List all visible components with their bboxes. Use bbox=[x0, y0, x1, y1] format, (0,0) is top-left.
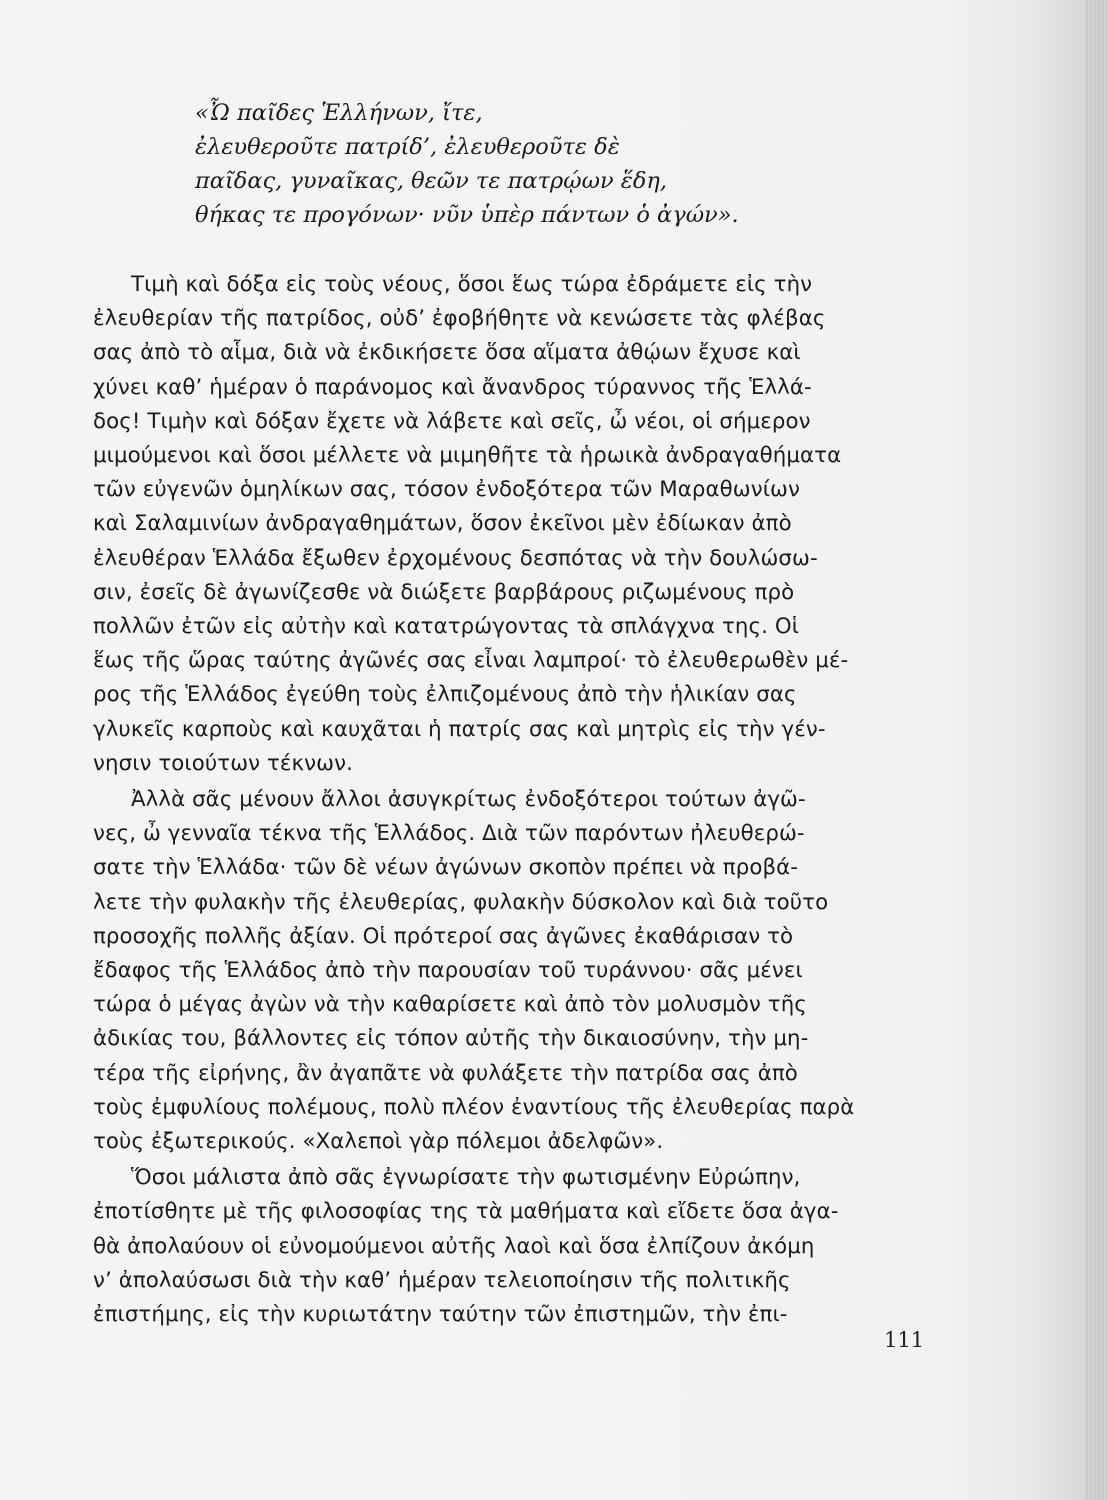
page-edge-shadow bbox=[1085, 0, 1107, 1500]
text-line: χύνει καθ’ ἡμέραν ὁ παράνομος καὶ ἄνανδρος τύραννος τῆς Ἑλλά- bbox=[93, 374, 812, 400]
text-line: ἐλευθερίαν τῆς πατρίδος, οὐδ’ ἐφοβήθητε νὰ κενώσετε τὰς φλέβας bbox=[93, 306, 826, 332]
text-line: σιν, ἐσεῖς δὲ ἀγωνίζεσθε νὰ διώξετε βαρβάρους ριζωμένους πρὸ bbox=[93, 579, 795, 605]
text-line: θὰ ἀπολαύουν οἱ εὐνομούμενοι αὐτῆς λαοὶ καὶ ὅσα ἐλπίζουν ἀκόμη bbox=[93, 1233, 815, 1259]
text-line: νησιν τοιούτων τέκνων. bbox=[93, 750, 353, 776]
epigraph-line: παῖδας, γυναῖκας, θεῶν τε πατρῴων ἕδη, bbox=[195, 168, 668, 194]
text-line: ἕως τῆς ὥρας ταύτης ἀγῶνές σας εἶναι λαμπροί· τὸ ἐλευθερωθὲν μέ- bbox=[93, 648, 849, 674]
text-line: δος! Τιμὴν καὶ δόξαν ἔχετε νὰ λάβετε καὶ σεῖς, ὦ νέοι, οἱ σήμερον bbox=[93, 408, 811, 434]
text-line: τέρα τῆς εἰρήνης, ἂν ἀγαπᾶτε νὰ φυλάξετε τὴν πατρίδα σας ἀπὸ bbox=[93, 1060, 798, 1086]
paragraph-1 bbox=[93, 268, 919, 781]
text-line: ἀδικίας του, βάλλοντες εἰς τόπον αὐτῆς τὴν δικαιοσύνην, τὴν μη- bbox=[93, 1026, 809, 1052]
text-line: ρος τῆς Ἑλλάδος ἐγεύθη τοὺς ἐλπιζομένους ἀπὸ τὴν ἡλικίαν σας bbox=[93, 682, 797, 708]
body-text bbox=[93, 268, 919, 1332]
epigraph-line: «Ὦ παῖδες Ἑλλήνων, ἴτε, bbox=[195, 100, 483, 126]
text-line: τοὺς ἐξωτερικούς. «Χαλεποὶ γὰρ πόλεμοι ἀδελφῶν». bbox=[93, 1129, 664, 1155]
text-line: ἐποτίσθητε μὲ τῆς φιλοσοφίας της τὰ μαθήματα καὶ εἴδετε ὅσα ἀγα- bbox=[93, 1199, 839, 1225]
text-line: νες, ὦ γενναῖα τέκνα τῆς Ἑλλάδος. Διὰ τῶν παρόντων ἠλευθερώ- bbox=[93, 821, 805, 847]
text-line: ν’ ἀπολαύσωσι διὰ τὴν καθ’ ἡμέραν τελειοποίησιν τῆς πολιτικῆς bbox=[93, 1267, 791, 1293]
page-number: 111 bbox=[884, 1328, 925, 1352]
text-line: ἐπιστήμης, εἰς τὴν κυριωτάτην ταύτην τῶν ἐπιστημῶν, τὴν ἐπι- bbox=[93, 1302, 788, 1328]
text-line: γλυκεῖς καρποὺς καὶ καυχᾶται ἡ πατρίς σας καὶ μητρὶς εἰς τὴν γέν- bbox=[93, 716, 826, 742]
text-line: Ὅσοι μάλιστα ἀπὸ σᾶς ἐγνωρίσατε τὴν φωτισμένην Εὐρώπην, bbox=[131, 1165, 801, 1191]
text-line: μιμούμενοι καὶ ὅσοι μέλλετε νὰ μιμηθῆτε τὰ ἡρωικὰ ἀνδραγαθήματα bbox=[93, 443, 842, 469]
text-line: λετε τὴν φυλακὴν τῆς ἐλευθερίας, φυλακὴν δύσκολον καὶ διὰ τοῦτο bbox=[93, 889, 829, 915]
text-line: προσοχῆς πολλῆς ἀξίαν. Οἱ πρότεροί σας ἀγῶνες ἐκαθάρισαν τὸ bbox=[93, 923, 794, 949]
text-line: τώρα ὁ μέγας ἀγὼν νὰ τὴν καθαρίσετε καὶ ἀπὸ τὸν μολυσμὸν τῆς bbox=[93, 992, 807, 1018]
epigraph-line: ἐλευθεροῦτε πατρίδ’, ἐλευθεροῦτε δὲ bbox=[195, 134, 620, 160]
text-line: σατε τὴν Ἑλλάδα· τῶν δὲ νέων ἀγώνων σκοπὸν πρέπει νὰ προβά- bbox=[93, 855, 799, 881]
text-line: σας ἀπὸ τὸ αἷμα, διὰ νὰ ἐκδικήσετε ὅσα αἵματα ἀθῴων ἔχυσε καὶ bbox=[93, 340, 801, 366]
text-line: Ἀλλὰ σᾶς μένουν ἄλλοι ἀσυγκρίτως ἐνδοξότεροι τούτων ἀγῶ- bbox=[131, 787, 806, 813]
text-line: τοὺς ἐμφυλίους πολέμους, πολὺ πλέον ἐναντίους τῆς ἐλευθερίας παρὰ bbox=[93, 1094, 855, 1120]
text-line: ἔδαφος τῆς Ἑλλάδος ἀπὸ τὴν παρουσίαν τοῦ τυράννου· σᾶς μένει bbox=[93, 958, 803, 984]
text-line: πολλῶν ἐτῶν εἰς αὐτὴν καὶ κατατρώγοντας τὰ σπλάγχνα της. Οἱ bbox=[93, 614, 800, 640]
text-line: τῶν εὐγενῶν ὁμηλίκων σας, τόσον ἐνδοξότερα τῶν Μαραθωνίων bbox=[93, 477, 800, 503]
paragraph-2 bbox=[93, 783, 919, 1159]
epigraph-quote bbox=[195, 96, 915, 232]
text-line: ἐλευθέραν Ἑλλάδα ἔξωθεν ἐρχομένους δεσπότας νὰ τὴν δουλώσω- bbox=[93, 545, 818, 571]
paragraph-3 bbox=[93, 1161, 919, 1332]
text-line: Τιμὴ καὶ δόξα εἰς τοὺς νέους, ὅσοι ἕως τώρα ἐδράμετε εἰς τὴν bbox=[131, 272, 813, 297]
epigraph-line: θήκας τε προγόνων· νῦν ὑπὲρ πάντων ὁ ἀγών». bbox=[195, 202, 739, 228]
text-line: καὶ Σαλαμινίων ἀνδραγαθημάτων, ὅσον ἐκεῖνοι μὲν ἐδίωκαν ἀπὸ bbox=[93, 511, 792, 537]
